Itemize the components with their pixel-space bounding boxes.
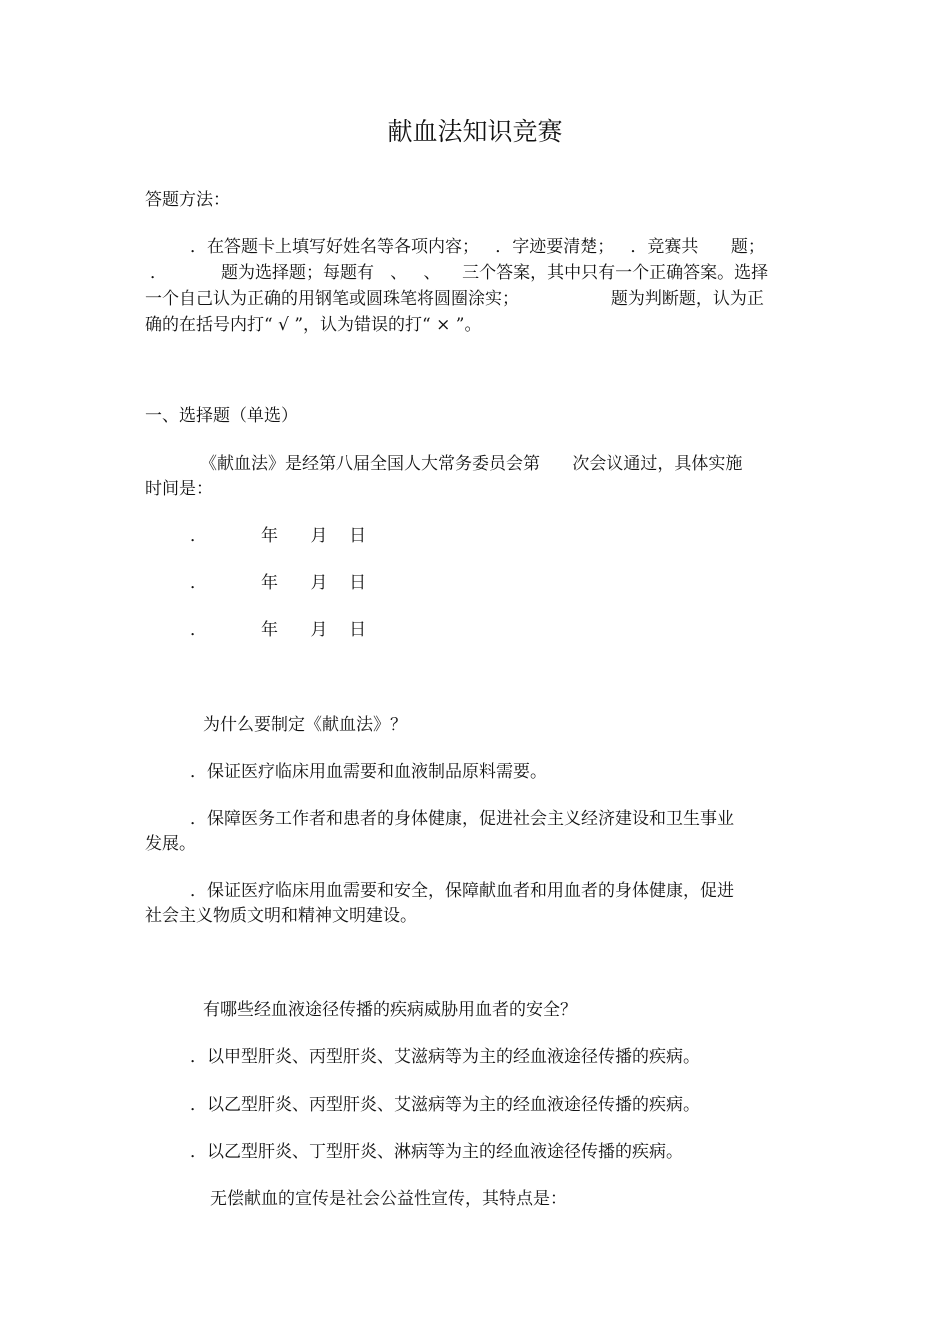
method-line-2: ． 题为选择题；每题有 、 、 三个答案，其中只有一个正确答案。选择: [150, 263, 769, 283]
q1-option-a: ． 年 月 日: [190, 526, 367, 546]
method-line-3: 一个自己认为正确的用钢笔或圆珠笔将圆圈涂实； 题为判断题，认为正: [145, 289, 764, 309]
q2-option-b-line-2: 发展。: [145, 834, 196, 854]
q2-question: 为什么要制定《献血法》？: [203, 715, 407, 735]
method-line-1: ．在答题卡上填写好姓名等各项内容； ．字迹要清楚； ．竞赛共 题；: [190, 237, 765, 257]
method-line-4: 确的在括号内打“ √ ”，认为错误的打“ × ”。: [145, 315, 482, 335]
section-heading: 一、选择题（单选）: [145, 406, 298, 426]
q1-option-c: ． 年 月 日: [190, 620, 367, 640]
q2-option-c-line-2: 社会主义物质文明和精神文明建设。: [145, 906, 417, 926]
q3-option-a: ．以甲型肝炎、丙型肝炎、艾滋病等为主的经血液途径传播的疾病。: [190, 1047, 700, 1067]
q1-line-1: 《献血法》是经第八届全国人大常务委员会第 次会议通过，具体实施: [200, 454, 743, 474]
method-heading: 答题方法：: [145, 190, 230, 210]
q2-option-b-line-1: ．保障医务工作者和患者的身体健康，促进社会主义经济建设和卫生事业: [190, 809, 734, 829]
q3-option-c: ．以乙型肝炎、丁型肝炎、淋病等为主的经血液途径传播的疾病。: [190, 1142, 683, 1162]
q4-question: 无偿献血的宣传是社会公益性宣传，其特点是：: [210, 1189, 567, 1209]
q1-option-b: ． 年 月 日: [190, 573, 367, 593]
q2-option-a: ．保证医疗临床用血需要和血液制品原料需要。: [190, 762, 547, 782]
q1-line-2: 时间是：: [145, 479, 213, 499]
q3-question: 有哪些经血液途径传播的疾病威胁用血者的安全？: [203, 1000, 577, 1020]
q3-option-b: ．以乙型肝炎、丙型肝炎、艾滋病等为主的经血液途径传播的疾病。: [190, 1095, 700, 1115]
q2-option-c-line-1: ．保证医疗临床用血需要和安全，保障献血者和用血者的身体健康，促进: [190, 881, 734, 901]
page-title: 献血法知识竞赛: [387, 117, 563, 146]
